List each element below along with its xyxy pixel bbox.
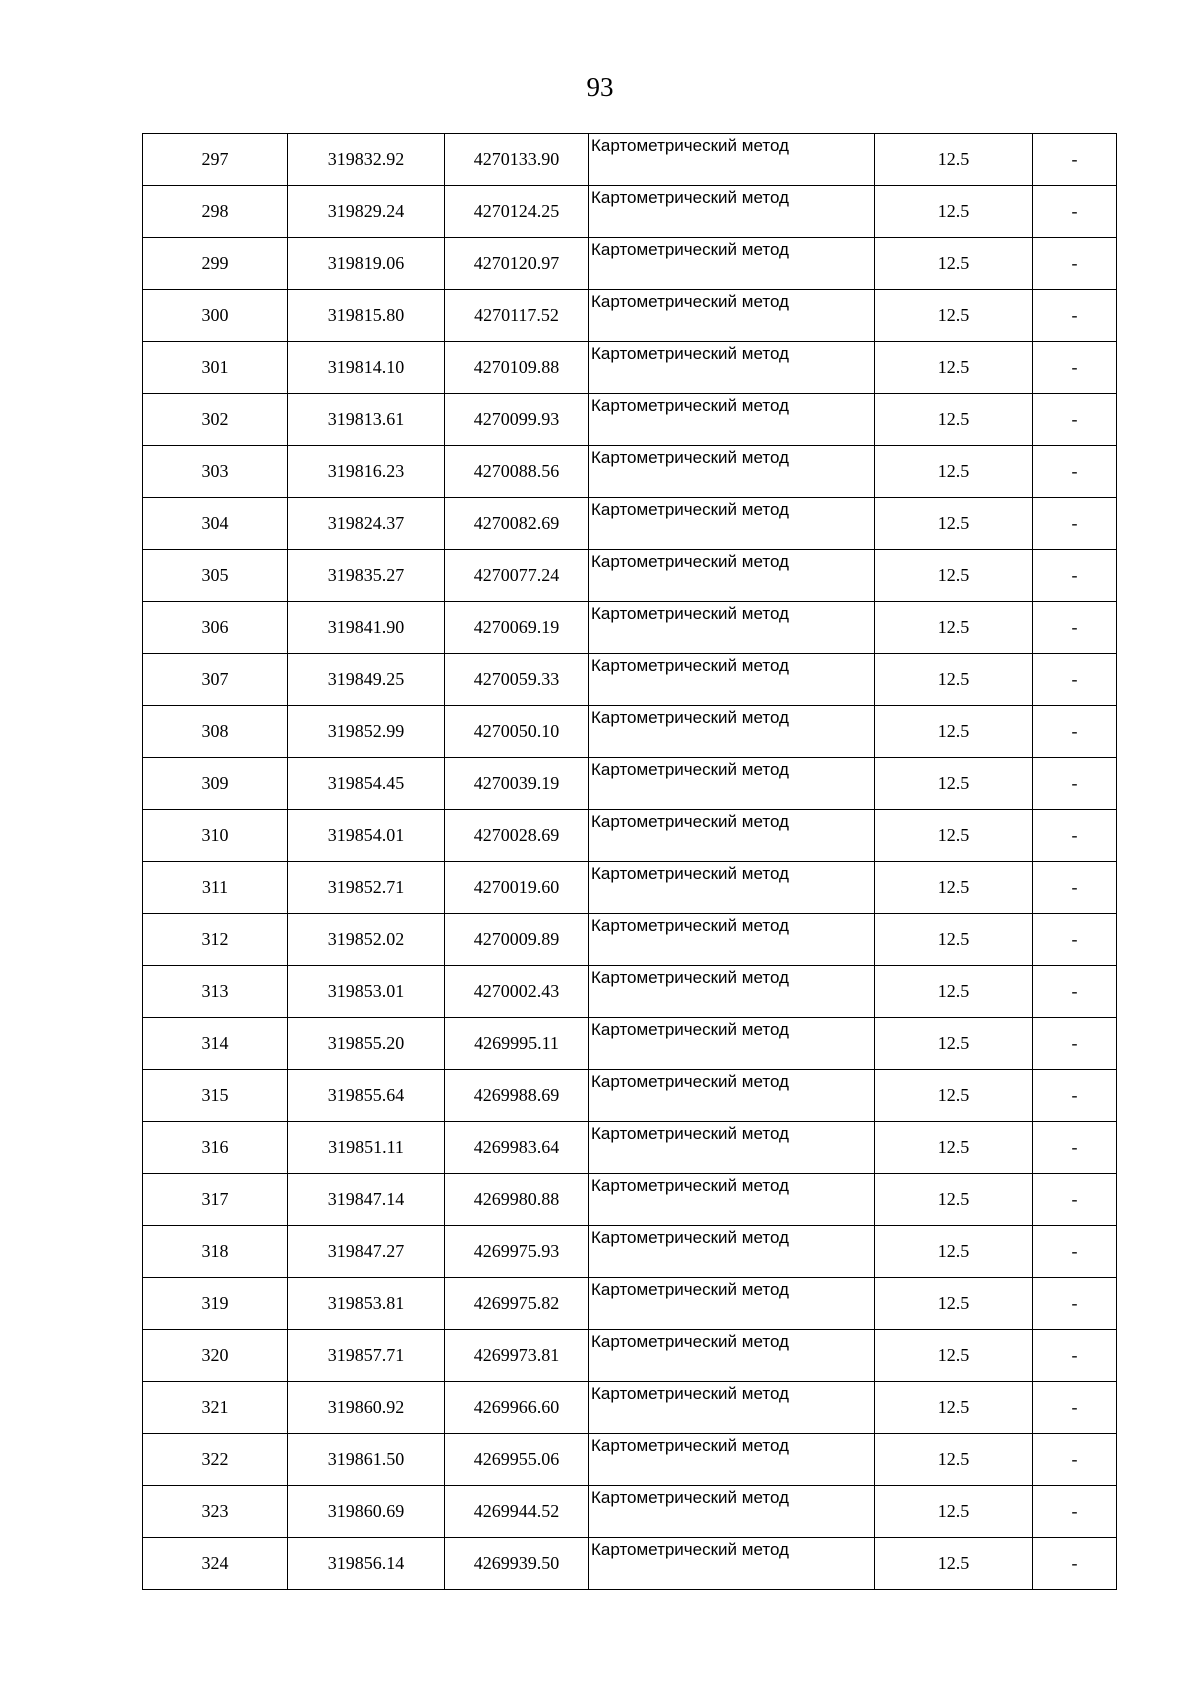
point-number-cell: 307 xyxy=(143,654,288,706)
coordinates-table xyxy=(142,133,1117,1590)
y-coordinate-cell: 4269975.82 xyxy=(445,1278,589,1330)
accuracy-cell: 12.5 xyxy=(875,186,1033,238)
x-coordinate-cell: 319857.71 xyxy=(288,1330,445,1382)
method-cell: Картометрический метод xyxy=(589,238,875,290)
point-number-cell: 320 xyxy=(143,1330,288,1382)
x-coordinate-cell: 319849.25 xyxy=(288,654,445,706)
table-row xyxy=(143,446,1117,498)
table-row xyxy=(143,550,1117,602)
note-cell: - xyxy=(1033,1070,1117,1122)
method-cell: Картометрический метод xyxy=(589,1382,875,1434)
accuracy-cell: 12.5 xyxy=(875,1538,1033,1590)
point-number-cell: 310 xyxy=(143,810,288,862)
table-row xyxy=(143,1174,1117,1226)
y-coordinate-cell: 4270019.60 xyxy=(445,862,589,914)
table-row xyxy=(143,654,1117,706)
x-coordinate-cell: 319860.69 xyxy=(288,1486,445,1538)
y-coordinate-cell: 4269966.60 xyxy=(445,1382,589,1434)
accuracy-cell: 12.5 xyxy=(875,1226,1033,1278)
note-cell: - xyxy=(1033,342,1117,394)
x-coordinate-cell: 319854.45 xyxy=(288,758,445,810)
note-cell: - xyxy=(1033,394,1117,446)
accuracy-cell: 12.5 xyxy=(875,654,1033,706)
method-cell: Картометрический метод xyxy=(589,706,875,758)
method-cell: Картометрический метод xyxy=(589,758,875,810)
accuracy-cell: 12.5 xyxy=(875,238,1033,290)
y-coordinate-cell: 4270133.90 xyxy=(445,134,589,186)
x-coordinate-cell: 319861.50 xyxy=(288,1434,445,1486)
point-number-cell: 297 xyxy=(143,134,288,186)
accuracy-cell: 12.5 xyxy=(875,498,1033,550)
accuracy-cell: 12.5 xyxy=(875,1070,1033,1122)
x-coordinate-cell: 319852.71 xyxy=(288,862,445,914)
method-cell: Картометрический метод xyxy=(589,1174,875,1226)
table-row xyxy=(143,1538,1117,1590)
point-number-cell: 317 xyxy=(143,1174,288,1226)
note-cell: - xyxy=(1033,1434,1117,1486)
note-cell: - xyxy=(1033,134,1117,186)
method-cell: Картометрический метод xyxy=(589,1018,875,1070)
x-coordinate-cell: 319813.61 xyxy=(288,394,445,446)
accuracy-cell: 12.5 xyxy=(875,1434,1033,1486)
table-row xyxy=(143,1122,1117,1174)
note-cell: - xyxy=(1033,810,1117,862)
x-coordinate-cell: 319855.64 xyxy=(288,1070,445,1122)
y-coordinate-cell: 4269975.93 xyxy=(445,1226,589,1278)
x-coordinate-cell: 319856.14 xyxy=(288,1538,445,1590)
y-coordinate-cell: 4270117.52 xyxy=(445,290,589,342)
y-coordinate-cell: 4270077.24 xyxy=(445,550,589,602)
note-cell: - xyxy=(1033,550,1117,602)
y-coordinate-cell: 4270002.43 xyxy=(445,966,589,1018)
method-cell: Картометрический метод xyxy=(589,1070,875,1122)
note-cell: - xyxy=(1033,602,1117,654)
y-coordinate-cell: 4270050.10 xyxy=(445,706,589,758)
note-cell: - xyxy=(1033,1382,1117,1434)
y-coordinate-cell: 4270039.19 xyxy=(445,758,589,810)
table-row xyxy=(143,238,1117,290)
x-coordinate-cell: 319815.80 xyxy=(288,290,445,342)
table-row xyxy=(143,186,1117,238)
table-row xyxy=(143,498,1117,550)
method-cell: Картометрический метод xyxy=(589,810,875,862)
y-coordinate-cell: 4270009.89 xyxy=(445,914,589,966)
y-coordinate-cell: 4270109.88 xyxy=(445,342,589,394)
x-coordinate-cell: 319847.14 xyxy=(288,1174,445,1226)
y-coordinate-cell: 4270069.19 xyxy=(445,602,589,654)
method-cell: Картометрический метод xyxy=(589,862,875,914)
point-number-cell: 321 xyxy=(143,1382,288,1434)
y-coordinate-cell: 4269995.11 xyxy=(445,1018,589,1070)
method-cell: Картометрический метод xyxy=(589,186,875,238)
note-cell: - xyxy=(1033,446,1117,498)
x-coordinate-cell: 319852.02 xyxy=(288,914,445,966)
point-number-cell: 315 xyxy=(143,1070,288,1122)
x-coordinate-cell: 319860.92 xyxy=(288,1382,445,1434)
point-number-cell: 318 xyxy=(143,1226,288,1278)
note-cell: - xyxy=(1033,238,1117,290)
x-coordinate-cell: 319854.01 xyxy=(288,810,445,862)
note-cell: - xyxy=(1033,498,1117,550)
x-coordinate-cell: 319824.37 xyxy=(288,498,445,550)
method-cell: Картометрический метод xyxy=(589,498,875,550)
method-cell: Картометрический метод xyxy=(589,654,875,706)
accuracy-cell: 12.5 xyxy=(875,1278,1033,1330)
table-row xyxy=(143,1070,1117,1122)
x-coordinate-cell: 319852.99 xyxy=(288,706,445,758)
x-coordinate-cell: 319835.27 xyxy=(288,550,445,602)
point-number-cell: 319 xyxy=(143,1278,288,1330)
note-cell: - xyxy=(1033,758,1117,810)
accuracy-cell: 12.5 xyxy=(875,914,1033,966)
point-number-cell: 311 xyxy=(143,862,288,914)
method-cell: Картометрический метод xyxy=(589,1538,875,1590)
accuracy-cell: 12.5 xyxy=(875,290,1033,342)
x-coordinate-cell: 319847.27 xyxy=(288,1226,445,1278)
table-row xyxy=(143,810,1117,862)
x-coordinate-cell: 319853.81 xyxy=(288,1278,445,1330)
point-number-cell: 303 xyxy=(143,446,288,498)
accuracy-cell: 12.5 xyxy=(875,550,1033,602)
accuracy-cell: 12.5 xyxy=(875,1174,1033,1226)
x-coordinate-cell: 319853.01 xyxy=(288,966,445,1018)
method-cell: Картометрический метод xyxy=(589,1226,875,1278)
point-number-cell: 302 xyxy=(143,394,288,446)
table-row xyxy=(143,1330,1117,1382)
coordinates-table-body xyxy=(143,134,1117,1590)
note-cell: - xyxy=(1033,1278,1117,1330)
method-cell: Картометрический метод xyxy=(589,602,875,654)
table-row xyxy=(143,1434,1117,1486)
point-number-cell: 312 xyxy=(143,914,288,966)
accuracy-cell: 12.5 xyxy=(875,966,1033,1018)
point-number-cell: 306 xyxy=(143,602,288,654)
point-number-cell: 308 xyxy=(143,706,288,758)
accuracy-cell: 12.5 xyxy=(875,1330,1033,1382)
point-number-cell: 299 xyxy=(143,238,288,290)
x-coordinate-cell: 319855.20 xyxy=(288,1018,445,1070)
table-row xyxy=(143,966,1117,1018)
accuracy-cell: 12.5 xyxy=(875,134,1033,186)
y-coordinate-cell: 4270028.69 xyxy=(445,810,589,862)
x-coordinate-cell: 319841.90 xyxy=(288,602,445,654)
accuracy-cell: 12.5 xyxy=(875,862,1033,914)
point-number-cell: 300 xyxy=(143,290,288,342)
y-coordinate-cell: 4269944.52 xyxy=(445,1486,589,1538)
y-coordinate-cell: 4269988.69 xyxy=(445,1070,589,1122)
note-cell: - xyxy=(1033,706,1117,758)
y-coordinate-cell: 4270059.33 xyxy=(445,654,589,706)
table-row xyxy=(143,706,1117,758)
note-cell: - xyxy=(1033,1538,1117,1590)
y-coordinate-cell: 4270088.56 xyxy=(445,446,589,498)
point-number-cell: 322 xyxy=(143,1434,288,1486)
x-coordinate-cell: 319819.06 xyxy=(288,238,445,290)
y-coordinate-cell: 4270120.97 xyxy=(445,238,589,290)
x-coordinate-cell: 319829.24 xyxy=(288,186,445,238)
accuracy-cell: 12.5 xyxy=(875,1122,1033,1174)
note-cell: - xyxy=(1033,1330,1117,1382)
x-coordinate-cell: 319832.92 xyxy=(288,134,445,186)
point-number-cell: 316 xyxy=(143,1122,288,1174)
table-row xyxy=(143,914,1117,966)
accuracy-cell: 12.5 xyxy=(875,602,1033,654)
note-cell: - xyxy=(1033,290,1117,342)
method-cell: Картометрический метод xyxy=(589,1122,875,1174)
method-cell: Картометрический метод xyxy=(589,1278,875,1330)
table-row xyxy=(143,394,1117,446)
method-cell: Картометрический метод xyxy=(589,966,875,1018)
method-cell: Картометрический метод xyxy=(589,1486,875,1538)
method-cell: Картометрический метод xyxy=(589,446,875,498)
table-row xyxy=(143,1226,1117,1278)
accuracy-cell: 12.5 xyxy=(875,342,1033,394)
method-cell: Картометрический метод xyxy=(589,914,875,966)
accuracy-cell: 12.5 xyxy=(875,706,1033,758)
table-row xyxy=(143,758,1117,810)
note-cell: - xyxy=(1033,862,1117,914)
page-number: 93 xyxy=(586,72,614,102)
point-number-cell: 298 xyxy=(143,186,288,238)
point-number-cell: 323 xyxy=(143,1486,288,1538)
point-number-cell: 301 xyxy=(143,342,288,394)
accuracy-cell: 12.5 xyxy=(875,1018,1033,1070)
method-cell: Картометрический метод xyxy=(589,1434,875,1486)
table-row xyxy=(143,134,1117,186)
y-coordinate-cell: 4270099.93 xyxy=(445,394,589,446)
method-cell: Картометрический метод xyxy=(589,342,875,394)
y-coordinate-cell: 4270082.69 xyxy=(445,498,589,550)
point-number-cell: 305 xyxy=(143,550,288,602)
note-cell: - xyxy=(1033,914,1117,966)
x-coordinate-cell: 319851.11 xyxy=(288,1122,445,1174)
table-row xyxy=(143,290,1117,342)
method-cell: Картометрический метод xyxy=(589,290,875,342)
x-coordinate-cell: 319816.23 xyxy=(288,446,445,498)
y-coordinate-cell: 4269955.06 xyxy=(445,1434,589,1486)
y-coordinate-cell: 4269939.50 xyxy=(445,1538,589,1590)
point-number-cell: 313 xyxy=(143,966,288,1018)
y-coordinate-cell: 4269983.64 xyxy=(445,1122,589,1174)
accuracy-cell: 12.5 xyxy=(875,446,1033,498)
table-row xyxy=(143,1278,1117,1330)
accuracy-cell: 12.5 xyxy=(875,1382,1033,1434)
method-cell: Картометрический метод xyxy=(589,134,875,186)
note-cell: - xyxy=(1033,966,1117,1018)
x-coordinate-cell: 319814.10 xyxy=(288,342,445,394)
table-row xyxy=(143,342,1117,394)
method-cell: Картометрический метод xyxy=(589,394,875,446)
note-cell: - xyxy=(1033,1122,1117,1174)
accuracy-cell: 12.5 xyxy=(875,758,1033,810)
y-coordinate-cell: 4269980.88 xyxy=(445,1174,589,1226)
table-row xyxy=(143,1486,1117,1538)
point-number-cell: 324 xyxy=(143,1538,288,1590)
note-cell: - xyxy=(1033,1226,1117,1278)
note-cell: - xyxy=(1033,654,1117,706)
note-cell: - xyxy=(1033,186,1117,238)
y-coordinate-cell: 4270124.25 xyxy=(445,186,589,238)
y-coordinate-cell: 4269973.81 xyxy=(445,1330,589,1382)
point-number-cell: 314 xyxy=(143,1018,288,1070)
table-row xyxy=(143,1382,1117,1434)
note-cell: - xyxy=(1033,1174,1117,1226)
point-number-cell: 309 xyxy=(143,758,288,810)
table-row xyxy=(143,602,1117,654)
accuracy-cell: 12.5 xyxy=(875,1486,1033,1538)
point-number-cell: 304 xyxy=(143,498,288,550)
accuracy-cell: 12.5 xyxy=(875,810,1033,862)
accuracy-cell: 12.5 xyxy=(875,394,1033,446)
method-cell: Картометрический метод xyxy=(589,550,875,602)
note-cell: - xyxy=(1033,1018,1117,1070)
note-cell: - xyxy=(1033,1486,1117,1538)
table-row xyxy=(143,1018,1117,1070)
method-cell: Картометрический метод xyxy=(589,1330,875,1382)
table-row xyxy=(143,862,1117,914)
